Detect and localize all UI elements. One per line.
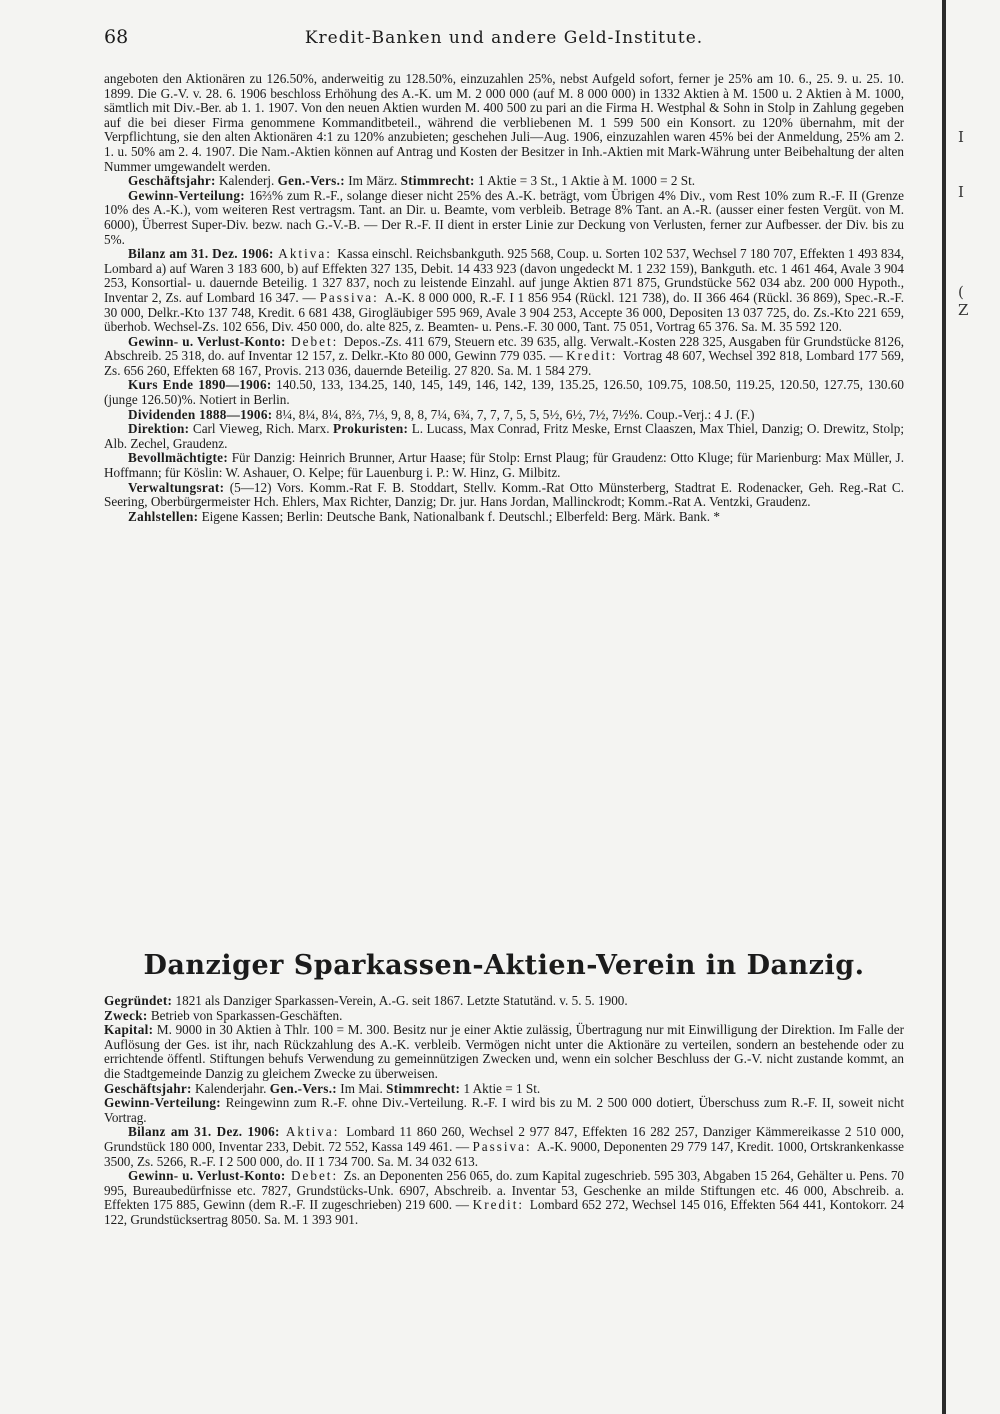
founded-value: 1821 als Danziger Sparkassen-Verein, A.-G. seit 1867. Letzte Statutänd. v. 5. 5. 1900.: [172, 993, 628, 1008]
capital: [104, 1023, 904, 1081]
liabilities-value: A.-K. 9000, Deponenten 29 779 147, Kredit. 1000, Ortskrankenkasse 3500, Zs. 5266, R.-F. I 2 500 000, do. II 1 734 700. Sa. M. 34 032 613.: [104, 1138, 905, 1169]
credit-label: Kredit:: [566, 348, 623, 364]
dividends: [104, 408, 904, 423]
credit-label: Kredit:: [472, 1197, 530, 1213]
founded-label: Gegründet:: [104, 993, 173, 1008]
dividends-label: Dividenden 1888—1906:: [128, 406, 273, 422]
margin-fragment: I: [958, 128, 964, 146]
capital-history: angeboten den Aktionären zu 126.50%, anderweitig zu 128.50%, einzuzahlen 25%, nebst Aufgeld sofort, ferner je 25% am 10. 6., 25. 9. u. 25. 10. 1899. Die G.-V. v. 28. 6. 1906 beschloss Erhöhung des A.-K. um M. 2 000 000 (auf M. 8 000 000) in 1332 Aktien à M. 1500 u. 2 Aktien à M. 1000, sämtlich mit Div.-Ber. ab 1. 1. 1907. Von den neuen Aktien wurden M. 400 500 zu pari an die Firma H. Westphal & Sohn in Stolp in Zahlung gegeben auf die bei dieser Firma genommene Kommanditbeteil., während die verbliebenen M. 1 599 500 ein Konsort. zu 120% übernahm, mit der Verpflichtung, sie den alten Aktionären 4:1 zu 120% anzubieten; geschehen Juli—Aug. 1906, einzuzahlen waren 45% bei der Anmeldung, 25% am 2. 1. u. 50% am 2. 4. 1907. Die Nam.-Aktien können auf Antrag und Kosten der Besitzer in Inh.-Aktien mit Mark-Währung unter Beibehaltung der alten Nummer umgewandelt werden.: [104, 71, 904, 174]
page-number: 68: [104, 26, 129, 48]
margin-fragment: (: [958, 283, 964, 301]
profit-distribution: [104, 189, 904, 247]
assets-label: Aktiva:: [279, 1124, 347, 1140]
capital-value: M. 9000 in 30 Aktien à Thlr. 100 = M. 300. Besitz nur je einer Aktie zulässig, Übertragung nur mit Einwilligung der Direktion. Im Falle der Auflösung der Ges. ist ihr, nach Rückzahlung des A.-K. verbleib. Vermögen nicht unter die Aktionäre zu verteilen, sondern an bestehende oder zu errichtende öffentl. Stiftungen behufs Verwendung zu gemeinnützigen Zwecken und, wenn ein solcher Beschluss der G.-V. nicht zustande kommt, an die Stadtgemeinde Danzig zu gleichem Zwecke zu überweisen.: [104, 1022, 904, 1081]
paying-agents-value: Eigene Kassen; Berlin: Deutsche Bank, Nationalbank f. Deutschl.; Elberfeld: Berg. Märk. Bank. *: [198, 508, 720, 524]
share-prices: [104, 378, 904, 407]
balance-label: Bilanz am 31. Dez. 1906:: [128, 1124, 280, 1140]
general-info: [104, 1082, 904, 1097]
board-label: Verwaltungsrat:: [128, 479, 225, 495]
assembly-label: Gen.-Vers.:: [269, 1080, 337, 1096]
credit-value: Vortrag 48 607, Wechsel 392 818, Lombard 177 569, Zs. 656 260, Effekten 68 167, Provis. 213 036, dauernde Beteilig. 27 820. Sa. M. 1 584 279.: [104, 348, 904, 378]
debit-value: Zs. an Deponenten 256 065, do. zum Kapital zugeschrieb. 595 303, Abgaben 15 264, Gehälter u. Pens. 70 995, Bureaubedürfnisse etc. 7827, Grundstücks-Unk. 6907, Abschreib. a. Inventar 53, Geschenke an milde Stiftungen etc. 46 000, Abschreib. a. Effekten 175 885, Gewinn (dem R.-F. II zugeschrieben) 219 600. —: [104, 1168, 905, 1213]
debit-label: Debet:: [285, 333, 344, 349]
profit-loss-account: [104, 335, 904, 379]
directors-value: Carl Vieweg, Rich. Marx.: [189, 421, 334, 437]
paying-agents-label: Zahlstellen:: [128, 508, 199, 524]
balance-sheet: [104, 247, 904, 335]
share-prices-value: 140.50, 133, 134.25, 140, 145, 149, 146, 142, 139, 135.25, 126.50, 109.75, 108.50, 119.25, 120.50, 127.75, 130.60 (junge 126.50)%. Notiert in Berlin.: [104, 377, 904, 408]
profit-distribution: [104, 1096, 904, 1125]
profit-loss-account: [104, 1169, 904, 1227]
paying-agents: [104, 510, 904, 525]
profit-distribution-label: Gewinn-Verteilung:: [128, 187, 246, 203]
proxies-value: L. Lucass, Max Conrad, Fritz Meske, Ernst Claaszen, Max Thiel, Danzig; O. Drewitz, Stolp; Alb. Zechel, Graudenz.: [104, 421, 904, 451]
agents-value: Für Danzig: Heinrich Brunner, Artur Haase; für Stolp: Ernst Plaug; für Graudenz: Otto Kluge; für Marienburg: Max Müller, J. Hoffmann; für Köslin: W. Ashauer, O. Kelpe; für Lauenburg i. P.: W. Hinz, G. Milbitz.: [104, 450, 904, 481]
assets-value: Kassa einschl. Reichsbankguth. 925 568, Coup. u. Sorten 102 537, Wechsel 7 180 707, Effekten 1 493 834, Lombard a) auf Waren 3 183 600, b) auf Effekten 327 135, Debit. 14 433 923 (davon ungedeckt M. 1 232 159), Bankguth. etc. 1 461 464, Avale 3 904 253, Konsortial- u. dauernde Beteilig. 1 327 837, noch zu leistende Einzahl. auf junge Aktien 871 875, Grundstücke 562 034 abz. 200 000 Hypoth., Inventar 2, Zs. auf Lombard 16 347. —: [104, 246, 905, 305]
liabilities-label: Passiva:: [319, 289, 385, 305]
entry-body: [104, 994, 904, 1228]
assembly-value: Im Mai.: [337, 1080, 387, 1096]
dividends-value: 8¼, 8¼, 8¼, 8⅔, 7⅓, 9, 8, 8, 7¼, 6¾, 7, 7, 7, 5, 5, 5½, 6½, 7½, 7½%. Coup.-Verj.: 4 J. (F.): [272, 406, 755, 422]
assets-value: Lombard 11 860 260, Wechsel 2 977 847, Effekten 16 282 257, Danziger Kämmereikasse 2 510 000, Grundstück 180 000, Inventar 233, Debit. 72 552, Kassa 149 461. —: [104, 1124, 904, 1154]
board: [104, 481, 904, 510]
page-edge-divider: [942, 0, 946, 1414]
fiscal-year-label: Geschäftsjahr:: [128, 173, 216, 189]
entry-title: Danziger Sparkassen-Aktien-Verein in Danzig.: [143, 950, 865, 981]
proxies-label: Prokuristen:: [333, 421, 409, 437]
liabilities-value: A.-K. 8 000 000, R.-F. I 1 856 954 (Rückl. 121 738), do. II 366 464 (Rückl. 36 869), Spec.-R.-F. 30 000, Delkr.-Kto 137 748, Kredit. 6 681 438, Girogläubiger 595 969, Avale 3 904 253, Accepte 36 000, Depositen 13 037 725, do. Zs.-Kto 221 659, überhob. Wechsel-Zs. 102 656, Div. 450 000, do. alte 825, z. Beamten- u. Pens.-F. 30 000, Tant. 75 051, Vortrag 65 376. Sa. M. 35 592 120.: [104, 289, 904, 335]
debit-value: Depos.-Zs. 411 679, Steuern etc. 39 635, allg. Verwalt.-Kosten 228 325, Ausgaben für Grundstücke 8126, Abschreib. 25 318, do. auf Inventar 12 157, z. Delkr.-Kto 80 000, Gewinn 779 035. —: [104, 333, 904, 364]
profit-loss-label: Gewinn- u. Verlust-Konto:: [128, 333, 286, 349]
entry-continuation: [104, 72, 904, 524]
margin-fragment: Z: [958, 301, 969, 319]
voting-right-label: Stimmrecht:: [400, 173, 475, 189]
profit-distribution-label: Gewinn-Verteilung:: [104, 1095, 222, 1111]
assets-label: Aktiva:: [273, 246, 338, 262]
balance-label: Bilanz am 31. Dez. 1906:: [128, 246, 274, 262]
general-info: [104, 174, 904, 189]
share-prices-label: Kurs Ende 1890—1906:: [128, 377, 272, 393]
profit-distribution-value: 16⅔% zum R.-F., solange dieser nicht 25% des A.-K. beträgt, vom Übrigen 4% Div., vom Rest 10% zum R.-F. II (Grenze 10% des A.-K.), vom weiteren Rest vertragsm. Tant. an Dir. u. Beamte, vom verbleib. Betrage 8% Tant. an A.-R. (ausser einer festen Vergüt. von M. 6000), Überrest Super-Div. bezw. nach G.-V.-B. — Der R.-F. II dient in erster Linie zur Deckung von Verlusten, ferner zur Aufbesser. der Div. bis zu 5%.: [104, 187, 904, 247]
capital-label: Kapital:: [104, 1022, 154, 1038]
fiscal-year-value: Kalenderjahr.: [191, 1080, 270, 1096]
voting-right-value: 1 Aktie = 1 St.: [460, 1080, 541, 1096]
authorized-agents: [104, 451, 904, 480]
purpose: [104, 1009, 904, 1024]
management: [104, 422, 904, 451]
balance-sheet: [104, 1125, 904, 1169]
debit-label: Debet:: [285, 1168, 344, 1184]
profit-loss-label: Gewinn- u. Verlust-Konto:: [128, 1168, 286, 1184]
fiscal-year-label: Geschäftsjahr:: [104, 1080, 192, 1096]
profit-distribution-value: Reingewinn zum R.-F. ohne Div.-Verteilung. R.-F. I wird bis zu M. 2 500 000 dotiert, Überschuss zum R.-F. II, soweit nicht Vortrag.: [104, 1095, 904, 1125]
running-title: Kredit-Banken und andere Geld-Institute.: [304, 28, 704, 48]
directors-label: Direktion:: [128, 421, 190, 437]
founded: [104, 994, 904, 1009]
voting-right-label: Stimmrecht:: [386, 1080, 461, 1096]
purpose-label: Zweck:: [104, 1007, 148, 1023]
voting-right-value: 1 Aktie = 3 St., 1 Aktie à M. 1000 = 2 St.: [474, 173, 696, 189]
liabilities-label: Passiva:: [472, 1138, 538, 1154]
assembly-label: Gen.-Vers.:: [277, 173, 345, 189]
board-value: (5—12) Vors. Komm.-Rat F. B. Stoddart, Stellv. Komm.-Rat Otto Münsterberg, Stadtrat E. Rodenacker, Geh. Reg.-Rat C. Seering, Oberbürgermeister Hch. Ehlers, Max Richter, Danzig; Dr. jur. Hans Jordan, Mallinckrodt; Komm.-Rat A. Ventzki, Graudenz.: [104, 479, 904, 510]
purpose-value: Betrieb von Sparkassen-Geschäften.: [147, 1007, 343, 1023]
margin-fragment: I: [958, 183, 964, 201]
fiscal-year-value: Kalenderj.: [215, 173, 278, 189]
assembly-value: Im März.: [344, 173, 401, 189]
agents-label: Bevollmächtigte:: [128, 450, 229, 466]
credit-value: Lombard 652 272, Wechsel 145 016, Effekten 564 441, Kontokorr. 24 122, Grundstücksertrag 8050. Sa. M. 1 393 901.: [104, 1197, 904, 1227]
running-head: [104, 26, 904, 56]
